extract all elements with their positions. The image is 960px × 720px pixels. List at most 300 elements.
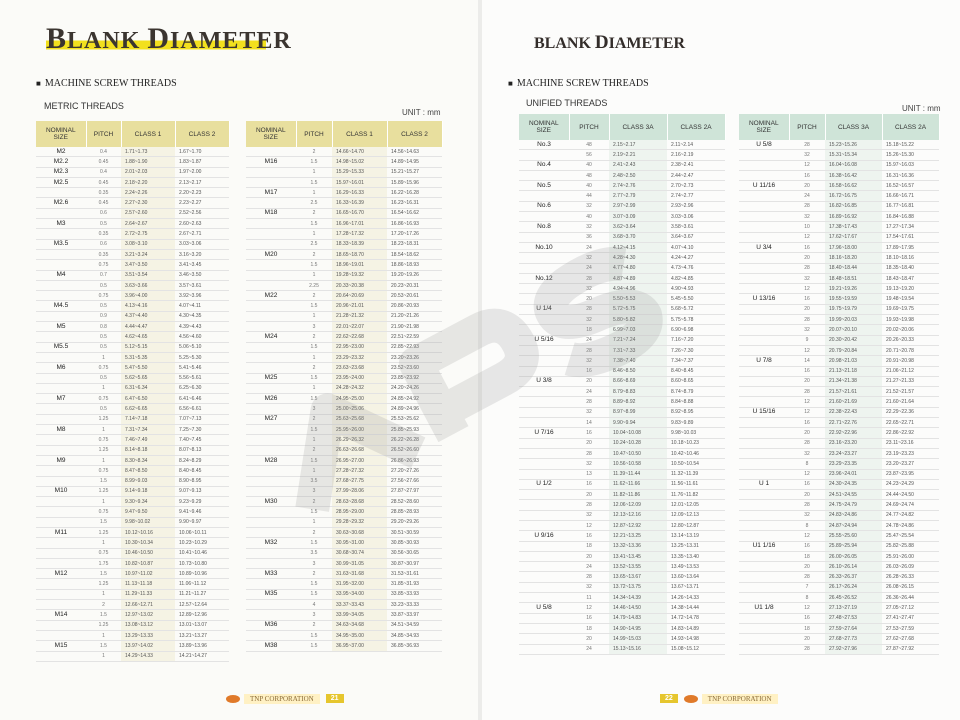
pitch-cell: 24 bbox=[569, 242, 609, 252]
nominal-size-cell: M32 bbox=[246, 538, 296, 548]
class-b-cell: 17.54~17.61 bbox=[882, 232, 939, 242]
table-row bbox=[519, 160, 725, 170]
class-a-cell: 7.21~7.24 bbox=[609, 335, 667, 345]
pitch-cell: 12 bbox=[789, 345, 825, 355]
nominal-size-cell bbox=[739, 150, 789, 160]
class-b-cell: 18.43~18.47 bbox=[882, 273, 939, 283]
class-a-cell: 15.29~15.33 bbox=[332, 167, 387, 177]
nominal-size-cell bbox=[519, 191, 569, 201]
class-a-cell: 12.97~13.02 bbox=[121, 610, 175, 620]
table-row bbox=[739, 335, 939, 345]
subheading: UNIFIED THREADS bbox=[526, 98, 608, 108]
table-row bbox=[519, 479, 725, 489]
class-a-cell: 14.66~14.70 bbox=[332, 147, 387, 157]
class-a-cell: 13.52~13.55 bbox=[609, 562, 667, 572]
nominal-size-cell: M6 bbox=[36, 363, 86, 373]
class-b-cell: 7.26~7.30 bbox=[667, 345, 725, 355]
class-a-cell: 18.40~18.44 bbox=[825, 263, 882, 273]
pitch-cell: 0.5 bbox=[86, 342, 121, 352]
nominal-size-cell bbox=[246, 610, 296, 620]
pitch-cell: 0.5 bbox=[86, 280, 121, 290]
class-b-cell: 9.83~9.89 bbox=[667, 418, 725, 428]
pitch-cell: 1.25 bbox=[86, 414, 121, 424]
pitch-cell: 3 bbox=[296, 486, 332, 496]
nominal-size-cell bbox=[519, 150, 569, 160]
nominal-size-cell bbox=[36, 332, 86, 342]
table-row bbox=[519, 490, 725, 500]
table-row bbox=[519, 541, 725, 551]
pitch-cell: 20 bbox=[569, 376, 609, 386]
class-b-cell: 2.70~2.73 bbox=[667, 181, 725, 191]
nominal-size-cell bbox=[36, 558, 86, 568]
class-b-cell: 27.87~27.92 bbox=[882, 644, 939, 654]
table-row bbox=[246, 435, 442, 445]
class-a-cell: 30.63~30.68 bbox=[332, 527, 387, 537]
pitch-cell: 0.5 bbox=[86, 373, 121, 383]
class-b-cell: 3.41~3.45 bbox=[175, 260, 229, 270]
table-row bbox=[739, 376, 939, 386]
class-b-cell: 25.53~25.62 bbox=[387, 414, 442, 424]
class-b-cell: 13.60~13.64 bbox=[667, 572, 725, 582]
nominal-size-cell bbox=[519, 232, 569, 242]
class-a-cell: 18.33~18.39 bbox=[332, 239, 387, 249]
pitch-cell: 32 bbox=[569, 222, 609, 232]
nominal-size-cell: M5.5 bbox=[36, 342, 86, 352]
class-a-cell: 20.33~20.38 bbox=[332, 280, 387, 290]
nominal-size-cell bbox=[246, 229, 296, 239]
class-b-cell: 27.56~27.66 bbox=[387, 476, 442, 486]
class-a-cell: 5.31~5.35 bbox=[121, 352, 175, 362]
nominal-size-cell: M4.5 bbox=[36, 301, 86, 311]
class-b-cell: 17.20~17.26 bbox=[387, 229, 442, 239]
class-b-cell: 8.74~8.79 bbox=[667, 387, 725, 397]
class-a-cell: 19.21~19.26 bbox=[825, 284, 882, 294]
table-row bbox=[519, 170, 725, 180]
right-page bbox=[482, 0, 960, 720]
class-b-cell: 13.01~13.07 bbox=[175, 620, 229, 630]
pitch-cell: 0.9 bbox=[86, 311, 121, 321]
class-b-cell: 3.46~3.50 bbox=[175, 270, 229, 280]
table-row bbox=[246, 579, 442, 589]
table-row bbox=[519, 232, 725, 242]
unified-table-2 bbox=[739, 114, 940, 655]
class-b-cell: 24.77~24.82 bbox=[882, 510, 939, 520]
table-row bbox=[519, 593, 725, 603]
class-a-cell: 12.06~12.09 bbox=[609, 500, 667, 510]
class-a-cell: 20.07~20.10 bbox=[825, 325, 882, 335]
pitch-cell: 32 bbox=[569, 284, 609, 294]
class-b-cell: 23.19~23.23 bbox=[882, 448, 939, 458]
nominal-size-cell bbox=[739, 562, 789, 572]
class-a-cell: 3.62~3.64 bbox=[609, 222, 667, 232]
class-b-cell: 16.31~16.36 bbox=[882, 170, 939, 180]
class-a-cell: 6.47~6.50 bbox=[121, 394, 175, 404]
class-a-cell: 16.29~16.33 bbox=[332, 188, 387, 198]
bullet-icon: ■ bbox=[36, 79, 41, 88]
nominal-size-cell bbox=[739, 273, 789, 283]
pitch-cell: 32 bbox=[569, 253, 609, 263]
table-row bbox=[36, 497, 229, 507]
nominal-size-cell bbox=[246, 425, 296, 435]
class-b-cell: 5.06~5.10 bbox=[175, 342, 229, 352]
class-a-cell: 20.64~20.69 bbox=[332, 291, 387, 301]
table-row bbox=[739, 263, 939, 273]
class-a-cell: 16.04~16.08 bbox=[825, 160, 882, 170]
metric-table-2 bbox=[246, 121, 443, 652]
nominal-size-cell bbox=[519, 397, 569, 407]
table-row bbox=[739, 150, 939, 160]
class-a-cell: 5.72~5.75 bbox=[609, 304, 667, 314]
class-b-cell: 23.20~23.26 bbox=[387, 352, 442, 362]
pitch-cell: 16 bbox=[789, 479, 825, 489]
class-b-cell: 2.74~2.77 bbox=[667, 191, 725, 201]
nominal-size-cell bbox=[739, 335, 789, 345]
nominal-size-cell: U 3/8 bbox=[519, 376, 569, 386]
nominal-size-cell bbox=[36, 445, 86, 455]
class-a-cell: 3.68~3.70 bbox=[609, 232, 667, 242]
header-class-2: CLASS 2 bbox=[175, 121, 229, 147]
class-b-cell: 24.20~24.26 bbox=[387, 383, 442, 393]
nominal-size-cell: M36 bbox=[246, 620, 296, 630]
pitch-cell: 16 bbox=[569, 366, 609, 376]
table-row bbox=[739, 345, 939, 355]
nominal-size-cell bbox=[519, 253, 569, 263]
nominal-size-cell: No.3 bbox=[519, 140, 569, 150]
nominal-size-cell bbox=[519, 623, 569, 633]
nominal-size-cell bbox=[36, 280, 86, 290]
table-row bbox=[36, 342, 229, 352]
nominal-size-cell bbox=[246, 322, 296, 332]
pitch-cell: 0.75 bbox=[86, 291, 121, 301]
class-b-cell: 20.02~20.06 bbox=[882, 325, 939, 335]
nominal-size-cell bbox=[36, 188, 86, 198]
table-row bbox=[36, 208, 229, 218]
nominal-size-cell: U 3/4 bbox=[739, 242, 789, 252]
class-b-cell: 4.73~4.76 bbox=[667, 263, 725, 273]
class-b-cell: 19.93~19.98 bbox=[882, 315, 939, 325]
table-row bbox=[246, 414, 442, 424]
class-a-cell: 22.62~22.68 bbox=[332, 332, 387, 342]
class-a-cell: 20.30~20.42 bbox=[825, 335, 882, 345]
class-a-cell: 13.65~13.67 bbox=[609, 572, 667, 582]
table-row bbox=[739, 603, 939, 613]
nominal-size-cell bbox=[519, 593, 569, 603]
table-row bbox=[519, 242, 725, 252]
pitch-cell: 1.5 bbox=[86, 610, 121, 620]
nominal-size-cell bbox=[739, 623, 789, 633]
class-a-cell: 8.89~8.92 bbox=[609, 397, 667, 407]
nominal-size-cell bbox=[246, 630, 296, 640]
nominal-size-cell bbox=[36, 311, 86, 321]
class-b-cell: 1.83~1.87 bbox=[175, 157, 229, 167]
class-b-cell: 36.85~36.93 bbox=[387, 641, 442, 651]
class-b-cell: 12.01~12.05 bbox=[667, 500, 725, 510]
class-b-cell: 22.85~22.93 bbox=[387, 342, 442, 352]
nominal-size-cell: M17 bbox=[246, 188, 296, 198]
pitch-cell: 0.35 bbox=[86, 188, 121, 198]
class-a-cell: 9.30~9.34 bbox=[121, 497, 175, 507]
pitch-cell: 0.4 bbox=[86, 147, 121, 157]
pitch-cell: 1 bbox=[296, 270, 332, 280]
table-row bbox=[519, 284, 725, 294]
class-b-cell: 3.58~3.61 bbox=[667, 222, 725, 232]
table-row bbox=[246, 455, 442, 465]
table-row bbox=[36, 414, 229, 424]
pitch-cell: 0.75 bbox=[86, 548, 121, 558]
class-a-cell: 14.98~15.02 bbox=[332, 157, 387, 167]
class-b-cell: 5.41~5.46 bbox=[175, 363, 229, 373]
class-b-cell: 4.30~4.35 bbox=[175, 311, 229, 321]
pitch-cell: 18 bbox=[789, 623, 825, 633]
class-a-cell: 5.47~5.50 bbox=[121, 363, 175, 373]
class-a-cell: 1.88~1.90 bbox=[121, 157, 175, 167]
class-b-cell: 21.06~21.12 bbox=[882, 366, 939, 376]
table-row bbox=[739, 541, 939, 551]
nominal-size-cell bbox=[36, 352, 86, 362]
class-a-cell: 18.96~19.01 bbox=[332, 260, 387, 270]
pitch-cell: 32 bbox=[569, 459, 609, 469]
pitch-cell: 32 bbox=[569, 582, 609, 592]
nominal-size-cell bbox=[246, 270, 296, 280]
pitch-cell: 2 bbox=[296, 249, 332, 259]
pitch-cell: 1 bbox=[86, 651, 121, 661]
class-b-cell: 18.23~18.31 bbox=[387, 239, 442, 249]
table-row bbox=[519, 448, 725, 458]
class-a-cell: 18.65~18.70 bbox=[332, 249, 387, 259]
nominal-size-cell: U 5/16 bbox=[519, 335, 569, 345]
pitch-cell: 1.25 bbox=[86, 579, 121, 589]
class-a-cell: 13.97~14.02 bbox=[121, 641, 175, 651]
pitch-cell: 28 bbox=[789, 438, 825, 448]
nominal-size-cell bbox=[519, 459, 569, 469]
pitch-cell: 4 bbox=[296, 600, 332, 610]
nominal-size-cell: M10 bbox=[36, 486, 86, 496]
class-b-cell: 15.21~15.27 bbox=[387, 167, 442, 177]
header-class-2: CLASS 2 bbox=[387, 121, 442, 147]
table-row bbox=[519, 634, 725, 644]
table-row bbox=[519, 500, 725, 510]
table-row bbox=[519, 438, 725, 448]
pitch-cell: 40 bbox=[569, 181, 609, 191]
table-row bbox=[246, 322, 442, 332]
class-b-cell: 2.60~2.63 bbox=[175, 219, 229, 229]
pitch-cell: 18 bbox=[789, 551, 825, 561]
class-b-cell: 26.22~26.28 bbox=[387, 435, 442, 445]
class-b-cell: 15.26~15.30 bbox=[882, 150, 939, 160]
class-b-cell: 24.44~24.50 bbox=[882, 490, 939, 500]
class-a-cell: 28.63~28.68 bbox=[332, 497, 387, 507]
pitch-cell: 12 bbox=[569, 603, 609, 613]
class-b-cell: 24.85~24.92 bbox=[387, 394, 442, 404]
class-a-cell: 30.68~30.74 bbox=[332, 548, 387, 558]
unit-label: UNIT : mm bbox=[402, 108, 441, 117]
nominal-size-cell bbox=[246, 466, 296, 476]
pitch-cell: 24 bbox=[569, 263, 609, 273]
class-a-cell: 16.89~16.92 bbox=[825, 212, 882, 222]
class-a-cell: 11.13~11.18 bbox=[121, 579, 175, 589]
table-row bbox=[246, 610, 442, 620]
class-a-cell: 2.41~2.43 bbox=[609, 160, 667, 170]
page-title: BLANK DIAMETER bbox=[46, 22, 292, 55]
table-row bbox=[246, 600, 442, 610]
class-a-cell: 29.28~29.32 bbox=[332, 517, 387, 527]
pitch-cell: 0.75 bbox=[86, 507, 121, 517]
pitch-cell: 0.75 bbox=[86, 260, 121, 270]
class-b-cell: 34.85~34.93 bbox=[387, 630, 442, 640]
table-row bbox=[739, 551, 939, 561]
nominal-size-cell bbox=[519, 551, 569, 561]
nominal-size-cell bbox=[246, 383, 296, 393]
pitch-cell: 32 bbox=[569, 510, 609, 520]
nominal-size-cell: M3.5 bbox=[36, 239, 86, 249]
class-a-cell: 16.38~16.42 bbox=[825, 170, 882, 180]
nominal-size-cell bbox=[519, 284, 569, 294]
class-b-cell: 28.52~28.60 bbox=[387, 497, 442, 507]
pitch-cell: 3.5 bbox=[296, 548, 332, 558]
nominal-size-cell bbox=[519, 613, 569, 623]
pitch-cell: 0.35 bbox=[86, 249, 121, 259]
nominal-size-cell: M2.3 bbox=[36, 167, 86, 177]
nominal-size-cell bbox=[739, 191, 789, 201]
class-b-cell: 14.93~14.98 bbox=[667, 634, 725, 644]
pitch-cell: 28 bbox=[569, 572, 609, 582]
class-b-cell: 8.60~8.65 bbox=[667, 376, 725, 386]
class-a-cell: 18.48~18.51 bbox=[825, 273, 882, 283]
table-row bbox=[246, 507, 442, 517]
table-row bbox=[36, 394, 229, 404]
class-b-cell: 2.93~2.96 bbox=[667, 201, 725, 211]
table-row bbox=[739, 325, 939, 335]
table-row bbox=[36, 404, 229, 414]
class-b-cell: 10.41~10.46 bbox=[175, 548, 229, 558]
nominal-size-cell bbox=[36, 383, 86, 393]
class-b-cell: 18.54~18.62 bbox=[387, 249, 442, 259]
class-b-cell: 10.73~10.80 bbox=[175, 558, 229, 568]
table-row bbox=[739, 459, 939, 469]
table-row bbox=[519, 613, 725, 623]
nominal-size-cell bbox=[36, 620, 86, 630]
class-a-cell: 27.59~27.64 bbox=[825, 623, 882, 633]
class-a-cell: 12.21~13.25 bbox=[609, 531, 667, 541]
table-row bbox=[246, 157, 442, 167]
table-row bbox=[519, 418, 725, 428]
class-b-cell: 27.20~27.26 bbox=[387, 466, 442, 476]
class-a-cell: 11.82~11.86 bbox=[609, 490, 667, 500]
pitch-cell: 0.45 bbox=[86, 198, 121, 208]
table-row bbox=[519, 335, 725, 345]
table-row bbox=[36, 260, 229, 270]
class-a-cell: 7.14~7.18 bbox=[121, 414, 175, 424]
table-row bbox=[519, 387, 725, 397]
table-row bbox=[739, 469, 939, 479]
pitch-cell: 28 bbox=[789, 140, 825, 150]
pitch-cell: 32 bbox=[789, 212, 825, 222]
pitch-cell: 1.5 bbox=[296, 342, 332, 352]
pitch-cell: 1.5 bbox=[86, 569, 121, 579]
nominal-size-cell: M5 bbox=[36, 322, 86, 332]
table-row bbox=[246, 363, 442, 373]
pitch-cell: 1.5 bbox=[296, 589, 332, 599]
class-a-cell: 34.95~35.00 bbox=[332, 630, 387, 640]
nominal-size-cell bbox=[246, 167, 296, 177]
table-row bbox=[246, 466, 442, 476]
class-a-cell: 23.63~23.68 bbox=[332, 363, 387, 373]
table-row bbox=[246, 486, 442, 496]
class-a-cell: 2.72~2.75 bbox=[121, 229, 175, 239]
pitch-cell: 0.8 bbox=[86, 322, 121, 332]
class-b-cell: 10.89~10.96 bbox=[175, 569, 229, 579]
class-a-cell: 1.71~1.73 bbox=[121, 147, 175, 157]
nominal-size-cell: M15 bbox=[36, 641, 86, 651]
class-b-cell: 26.36~26.44 bbox=[882, 593, 939, 603]
class-a-cell: 27.92~27.96 bbox=[825, 644, 882, 654]
class-a-cell: 3.08~3.10 bbox=[121, 239, 175, 249]
class-b-cell: 16.52~16.57 bbox=[882, 181, 939, 191]
pitch-cell: 28 bbox=[569, 397, 609, 407]
table-row bbox=[519, 531, 725, 541]
class-b-cell: 27.41~27.47 bbox=[882, 613, 939, 623]
pitch-cell: 16 bbox=[789, 294, 825, 304]
nominal-size-cell bbox=[739, 387, 789, 397]
table-row bbox=[246, 394, 442, 404]
pitch-cell: 16 bbox=[569, 479, 609, 489]
nominal-size-cell bbox=[36, 497, 86, 507]
nominal-size-cell bbox=[36, 579, 86, 589]
class-b-cell: 8.07~8.13 bbox=[175, 445, 229, 455]
pitch-cell: 1.5 bbox=[86, 517, 121, 527]
class-a-cell: 33.37~33.43 bbox=[332, 600, 387, 610]
class-a-cell: 26.17~26.24 bbox=[825, 582, 882, 592]
pitch-cell: 2 bbox=[296, 363, 332, 373]
class-a-cell: 4.62~4.65 bbox=[121, 332, 175, 342]
class-b-cell: 4.90~4.93 bbox=[667, 284, 725, 294]
table-row bbox=[739, 593, 939, 603]
class-a-cell: 23.24~23.27 bbox=[825, 448, 882, 458]
nominal-size-cell bbox=[739, 212, 789, 222]
class-a-cell: 14.79~14.83 bbox=[609, 613, 667, 623]
class-a-cell: 23.96~24.01 bbox=[825, 469, 882, 479]
class-a-cell: 28.95~29.00 bbox=[332, 507, 387, 517]
class-a-cell: 33.99~34.05 bbox=[332, 610, 387, 620]
class-a-cell: 21.28~21.32 bbox=[332, 311, 387, 321]
pitch-cell: 13 bbox=[569, 469, 609, 479]
class-a-cell: 16.82~16.85 bbox=[825, 201, 882, 211]
table-row bbox=[246, 445, 442, 455]
table-row bbox=[739, 582, 939, 592]
class-b-cell: 25.85~25.93 bbox=[387, 425, 442, 435]
pitch-cell: 28 bbox=[789, 644, 825, 654]
class-b-cell: 2.20~2.23 bbox=[175, 188, 229, 198]
class-a-cell: 19.75~19.79 bbox=[825, 304, 882, 314]
table-row bbox=[519, 562, 725, 572]
nominal-size-cell: M2.6 bbox=[36, 198, 86, 208]
pitch-cell: 20 bbox=[569, 551, 609, 561]
class-a-cell: 15.31~15.34 bbox=[825, 150, 882, 160]
table-row bbox=[739, 366, 939, 376]
class-b-cell: 20.26~20.33 bbox=[882, 335, 939, 345]
nominal-size-cell bbox=[519, 634, 569, 644]
class-b-cell: 10.50~10.54 bbox=[667, 459, 725, 469]
class-a-cell: 4.94~4.96 bbox=[609, 284, 667, 294]
table-row bbox=[246, 167, 442, 177]
pitch-cell: 28 bbox=[789, 500, 825, 510]
unit-label: UNIT : mm bbox=[902, 104, 941, 113]
nominal-size-cell bbox=[246, 579, 296, 589]
nominal-size-cell: M18 bbox=[246, 208, 296, 218]
class-b-cell: 25.47~25.54 bbox=[882, 531, 939, 541]
nominal-size-cell bbox=[246, 219, 296, 229]
table-row bbox=[739, 304, 939, 314]
